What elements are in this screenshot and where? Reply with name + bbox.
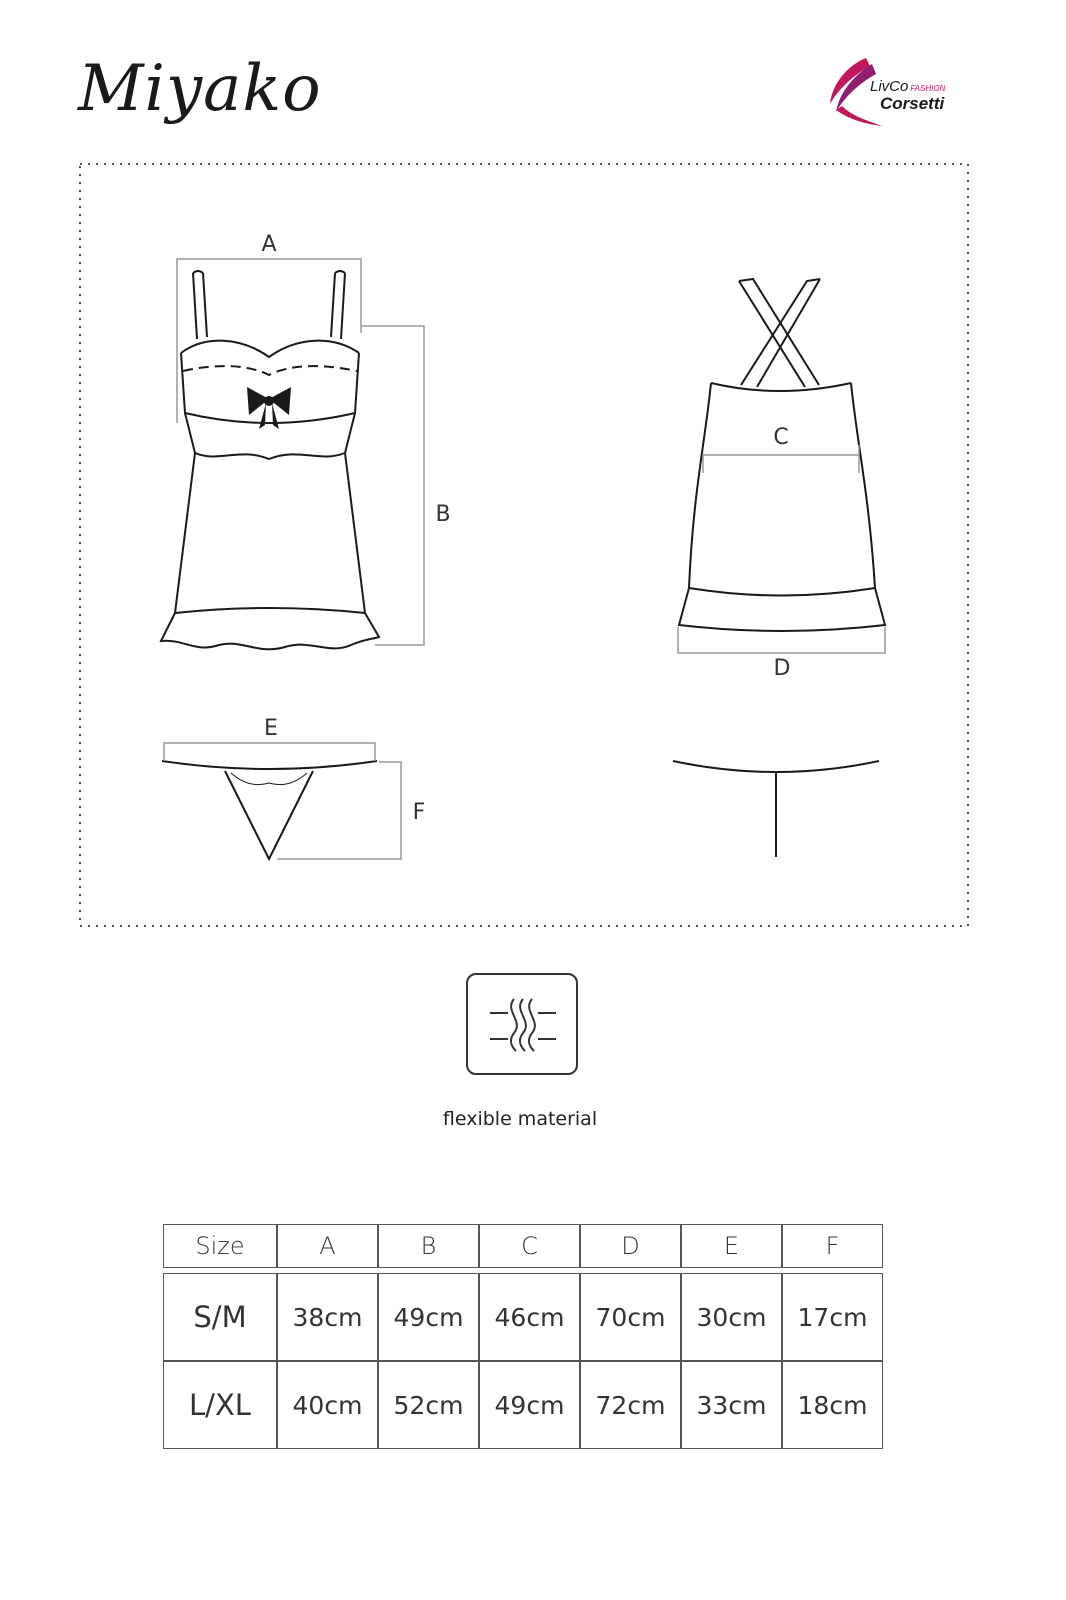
brand-logo	[826, 54, 976, 130]
header-a: A	[277, 1224, 378, 1268]
babydoll-front-drawing	[161, 271, 379, 649]
table-row	[163, 1273, 883, 1361]
value-cell: 49cm	[479, 1361, 580, 1449]
product-title: Miyako	[78, 52, 322, 126]
value-cell: 52cm	[378, 1361, 479, 1449]
size-cell: L/XL	[163, 1361, 277, 1449]
value-cell: 46cm	[479, 1273, 580, 1361]
label-e: E	[264, 716, 278, 741]
brand-name-line2: Corsetti	[880, 94, 945, 113]
label-f: F	[412, 800, 426, 825]
flexible-material-icon	[466, 973, 578, 1075]
header-d: D	[580, 1224, 681, 1268]
measurement-diagram	[79, 163, 969, 927]
value-cell: 30cm	[681, 1273, 782, 1361]
feature-label: flexible material	[442, 1108, 598, 1130]
value-cell: 18cm	[782, 1361, 883, 1449]
header-c: C	[479, 1224, 580, 1268]
value-cell: 38cm	[277, 1273, 378, 1361]
value-cell: 70cm	[580, 1273, 681, 1361]
size-cell: S/M	[163, 1273, 277, 1361]
value-cell: 33cm	[681, 1361, 782, 1449]
dimension-b	[361, 326, 424, 645]
value-cell: 72cm	[580, 1361, 681, 1449]
brand-name-line1: LivCo FASHION	[870, 78, 946, 95]
table-row	[163, 1361, 883, 1449]
size-table-header	[163, 1224, 883, 1268]
size-table	[163, 1224, 883, 1449]
label-b: B	[435, 502, 451, 527]
header-e: E	[681, 1224, 782, 1268]
header-b: B	[378, 1224, 479, 1268]
thong-front-drawing	[162, 761, 377, 859]
label-a: A	[261, 232, 277, 257]
value-cell: 40cm	[277, 1361, 378, 1449]
dimension-f	[277, 762, 401, 859]
value-cell: 17cm	[782, 1273, 883, 1361]
header-size: Size	[163, 1224, 277, 1268]
dimension-e	[164, 743, 375, 761]
label-c: C	[773, 425, 789, 450]
header-f: F	[782, 1224, 883, 1268]
value-cell: 49cm	[378, 1273, 479, 1361]
label-d: D	[773, 656, 791, 681]
thong-back-drawing	[673, 761, 879, 857]
